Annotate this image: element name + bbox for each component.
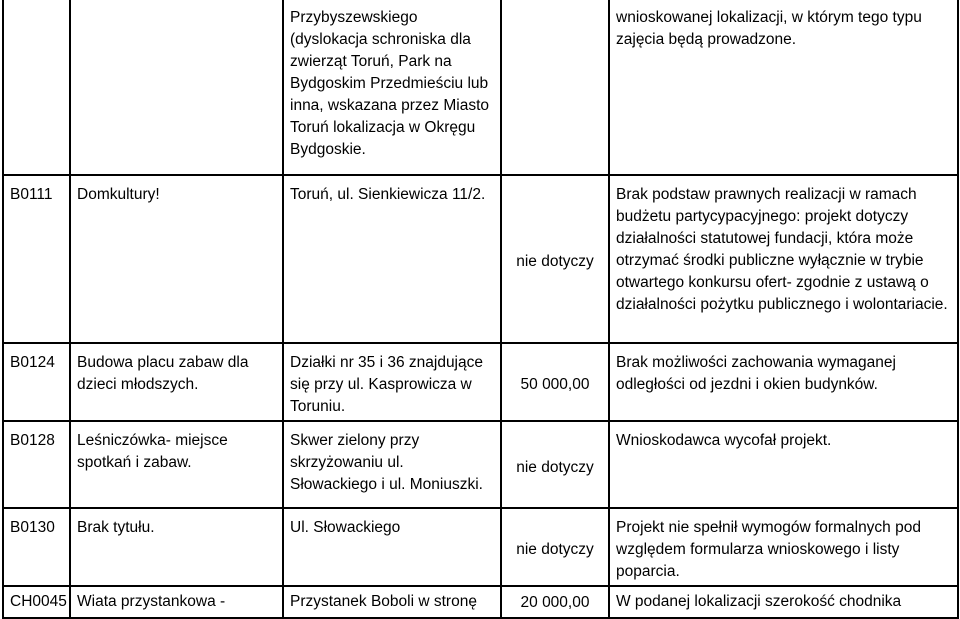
project-title: Budowa placu zabaw dla dzieci młodszych.: [70, 343, 283, 421]
project-amount: nie dotyczy: [501, 508, 609, 586]
project-code: B0128: [3, 421, 70, 508]
project-title: Wiata przystankowa -: [70, 586, 283, 618]
project-code: CH0045: [3, 586, 70, 618]
project-code: B0124: [3, 343, 70, 421]
table-row: [3, 421, 958, 508]
project-justification: wnioskowanej lokalizacji, w którym tego typu zajęcia będą prowadzone.: [609, 0, 958, 175]
project-title: Leśniczówka- miejsce spotkań i zabaw.: [70, 421, 283, 508]
project-amount: [501, 0, 609, 175]
table-row: [3, 175, 958, 343]
projects-table: [2, 0, 959, 619]
project-justification: Brak podstaw prawnych realizacji w ramach budżetu partycypacyjnego: projekt dotyczy działalności statutowej fundacji, która może otrzymać środki publiczne wyłącznie w trybie otwartego konkursu ofert- zgodnie z ustawą o działalności pożytku publicznego i wolontariacie.: [609, 175, 958, 343]
project-justification: Wnioskodawca wycofał projekt.: [609, 421, 958, 508]
project-location: Toruń, ul. Sienkiewicza 11/2.: [283, 175, 501, 343]
table-row: [3, 343, 958, 421]
table-row: [3, 508, 958, 586]
project-location: Działki nr 35 i 36 znajdujące się przy ul. Kasprowicza w Toruniu.: [283, 343, 501, 421]
project-code: [3, 0, 70, 175]
project-title: Brak tytułu.: [70, 508, 283, 586]
project-location: Ul. Słowackiego: [283, 508, 501, 586]
project-amount: nie dotyczy: [501, 421, 609, 508]
project-title: Domkultury!: [70, 175, 283, 343]
project-amount: 20 000,00: [501, 586, 609, 618]
project-title: [70, 0, 283, 175]
project-code: B0111: [3, 175, 70, 343]
project-location: Skwer zielony przy skrzyżowaniu ul. Słowackiego i ul. Moniuszki.: [283, 421, 501, 508]
project-justification: W podanej lokalizacji szerokość chodnika: [609, 586, 958, 618]
project-amount: nie dotyczy: [501, 175, 609, 343]
project-amount: 50 000,00: [501, 343, 609, 421]
project-code: B0130: [3, 508, 70, 586]
project-justification: Brak możliwości zachowania wymaganej odległości od jezdni i okien budynków.: [609, 343, 958, 421]
project-justification: Projekt nie spełnił wymogów formalnych pod względem formularza wnioskowego i listy poparcia.: [609, 508, 958, 586]
project-location: Przystanek Boboli w stronę: [283, 586, 501, 618]
table-row: [3, 586, 958, 618]
project-location: Przybyszewskiego (dyslokacja schroniska dla zwierząt Toruń, Park na Bydgoskim Przedmieściu lub inna, wskazana przez Miasto Toruń lokalizacja w Okręgu Bydgoskie.: [283, 0, 501, 175]
table-row: [3, 0, 958, 175]
